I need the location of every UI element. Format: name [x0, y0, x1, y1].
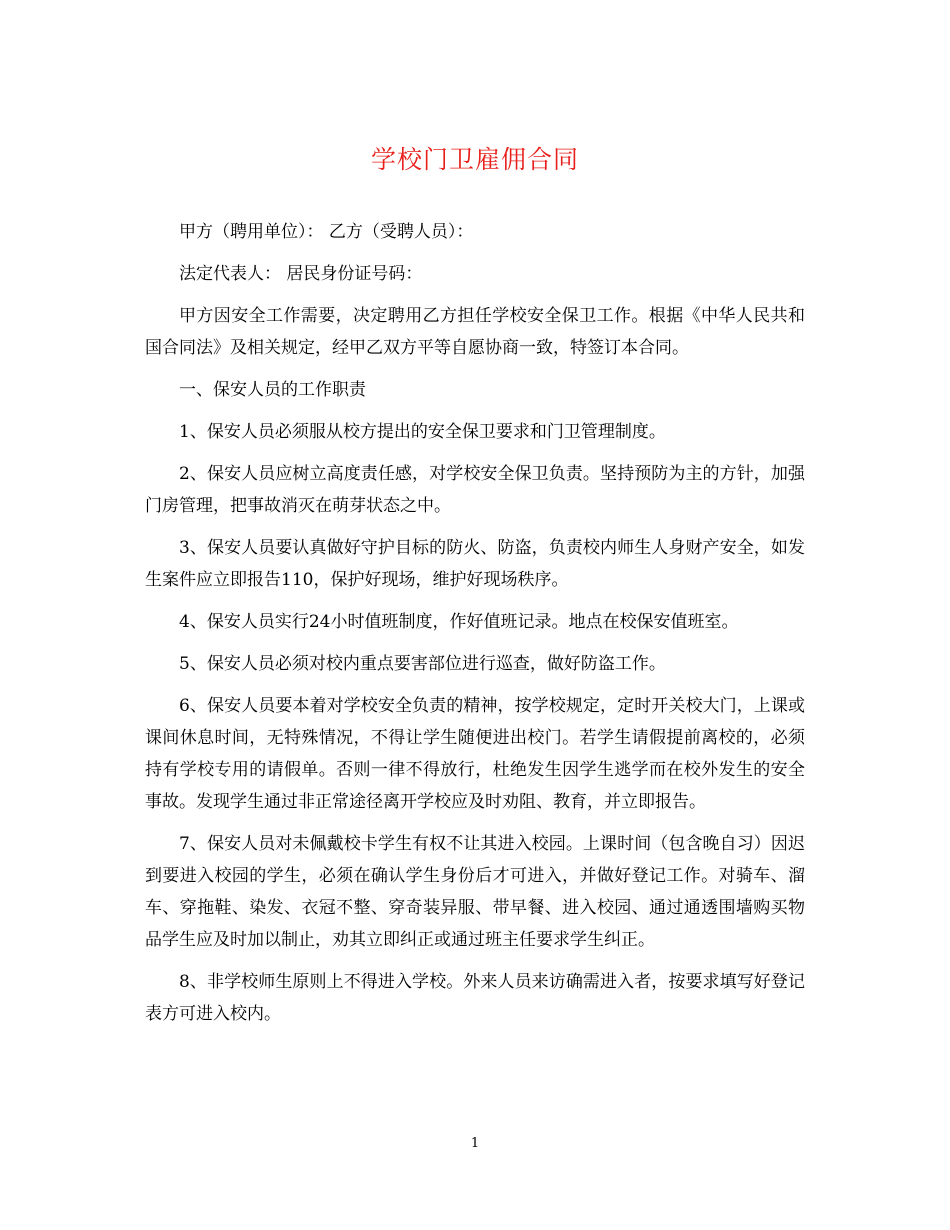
clause-2: 2、保安人员应树立高度责任感，对学校安全保卫负责。坚持预防为主的方针，加强门房管理，把事故消灭在萌芽状态之中。	[145, 464, 805, 516]
clause-7: 7、保安人员对未佩戴校卡学生有权不让其进入校园。上课时间（包含晚自习）因迟到要进入校园的学生，必须在确认学生身份后才可进入，并做好登记工作。对骑车、溜车、穿拖鞋、染发、衣冠不整、穿奇装异服、带早餐、进入校园、通过通透围墙购买物品学生应及时加以制止，劝其立即纠正或通过班主任要求学生纠正。	[145, 834, 805, 950]
document-title: 学校门卫雇佣合同	[370, 145, 579, 174]
preamble-paragraph: 甲方因安全工作需要，决定聘用乙方担任学校安全保卫工作。根据《中华人民共和国合同法》及相关规定，经甲乙双方平等自愿协商一致，特签订本合同。	[145, 306, 805, 358]
document-body	[145, 216, 805, 1040]
clause-6: 6、保安人员要本着对学校安全负责的精神，按学校规定，定时开关校大门，上课或课间休息时间，无特殊情况，不得让学生随便进出校门。若学生请假提前离校的，必须持有学校专用的请假单。否则一律不得放行，杜绝发生因学生逃学而在校外发生的安全事故。发现学生通过非正常途径离开学校应及时劝阻、教育，并立即报告。	[145, 696, 805, 812]
section-heading: 一、保安人员的工作职责	[179, 380, 366, 400]
representative-line: 法定代表人： 居民身份证号码：	[179, 264, 423, 284]
clause-5: 5、保安人员必须对校内重点要害部位进行巡查，做好防盗工作。	[179, 654, 666, 674]
clause-4: 4、保安人员实行24小时值班制度，作好值班记录。地点在校保安值班室。	[179, 612, 739, 632]
clause-1: 1、保安人员必须服从校方提出的安全保卫要求和门卫管理制度。	[179, 422, 666, 442]
party-line: 甲方（聘用单位）： 乙方（受聘人员）：	[179, 222, 474, 242]
page-number: 1	[470, 1136, 480, 1151]
clause-8: 8、非学校师生原则上不得进入学校。外来人员来访确需进入者，按要求填写好登记表方可进入校内。	[145, 972, 805, 1024]
clause-3: 3、保安人员要认真做好守护目标的防火、防盗，负责校内师生人身财产安全，如发生案件应立即报告110，保护好现场，维护好现场秩序。	[145, 538, 805, 590]
